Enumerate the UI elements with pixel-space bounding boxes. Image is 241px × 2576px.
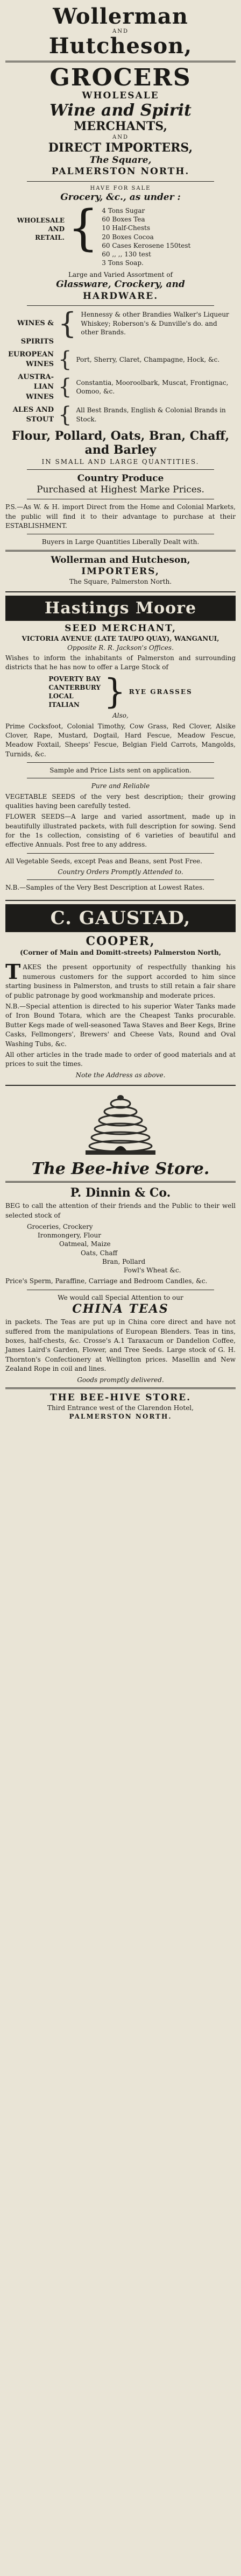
grocery-item: 60 Cases Kerosene 150test [102, 241, 191, 249]
ad1-grocery-items [102, 206, 236, 267]
ad1-trade: GROCERS [49, 64, 192, 91]
ad1-european-brace: { [58, 347, 72, 373]
ad1-small-large: IN SMALL AND LARGE QUANTITIES. [41, 457, 200, 466]
ad2-orders: Country Orders Promptly Attended to. [58, 868, 183, 876]
beehive-icon [5, 1092, 236, 1157]
stock-line: Oatmeal, Maize [59, 1240, 111, 1248]
ad1-flour: Flour, Pollard, Oats, Bran, Chaff, and Barley [11, 428, 230, 457]
ad1-rule-2 [27, 181, 214, 182]
ad4-china-teas: CHINA TEAS [72, 1301, 169, 1316]
ad2-opposite: Opposite R. R. Jackson's Offices. [67, 643, 174, 652]
ad2-also: Also, [112, 712, 129, 720]
ad1-signature-title: IMPORTERS, [81, 566, 160, 577]
stock-line: Bran, Pollard [102, 1257, 146, 1265]
ad3-intro-text: AKES the present opportunity of respectfully thanking his numerous customers for the support accorded to him since starting business in Palmerston, and trusts to still retain a fair share of public patronage by good workmanship and moderate prices. [5, 963, 236, 999]
ad4-lines [5, 1222, 236, 1275]
ad1-varied: Large and Varied Assortment of [68, 271, 173, 279]
ad2-grass-label: RYE GRASSES [129, 688, 193, 696]
ad4-signature: THE BEE-HIVE STORE. [49, 1392, 192, 1403]
ad1-and: AND [112, 28, 129, 34]
ad1-rule-3 [27, 305, 214, 306]
grocery-item: 4 Tons Sugar [102, 206, 145, 214]
ad2-all-vegetable: All Vegetable Seeds, except Peas and Beans, sent Post Free. [5, 857, 202, 865]
ad3-address: (Corner of Main and Domitt-streets) Palmerston North, [20, 949, 221, 957]
ad2-grass-table [5, 672, 236, 712]
ad4-town: PALMERSTON NORTH. [69, 1413, 172, 1421]
ad1-european-row [5, 347, 236, 373]
ad4-special: We would call Special Attention to our [58, 1293, 183, 1301]
ad4-rule-1 [5, 1181, 236, 1183]
grocery-item: 3 Tons Soap. [102, 259, 144, 267]
ad1-glassware: Glassware, Crockery, and [56, 279, 185, 290]
ad1-ales-text: All Best Brands, English & Colonial Brands in Stock. [76, 406, 226, 423]
ad1-signature-name: Wollerman and Hutcheson, [51, 554, 190, 566]
ad4-goods: Goods promptly delivered. [77, 1376, 164, 1384]
ad1-name: Wollerman [53, 4, 188, 29]
ad4-prices: Price's Sperm, Paraffine, Carriage and Bedroom Candles, &c. [5, 1277, 208, 1285]
stock-line: Fowl's Wheat &c. [124, 1266, 181, 1274]
ad1-rule-7 [5, 550, 236, 552]
ad-beehive-store [5, 1086, 236, 1426]
ad1-spirits-row [5, 337, 236, 347]
ad1-spirits-label: SPIRITS [20, 337, 54, 346]
ad1-ales-row [5, 404, 236, 426]
ad-hastings-moore [5, 592, 236, 901]
ad1-european-label: EUROPEAN WINES [8, 350, 54, 369]
grocery-item: 10 Half-Chests [102, 224, 151, 232]
ad1-ales-label: ALES AND STOUT [12, 405, 54, 424]
ad1-the-square: The Square, [89, 155, 152, 166]
ad4-store: The Bee-hive Store. [31, 1159, 210, 1178]
ad1-signature-address: The Square, Palmerston North. [69, 578, 172, 586]
ad2-grass-lines [48, 675, 101, 710]
ad3-all-articles: All other articles in the trade made to order of good materials and at prices to suit the times. [5, 1050, 236, 1068]
ad1-rule [5, 61, 236, 62]
ad1-have-for-sale: HAVE FOR SALE [90, 185, 151, 191]
ad3-intro [5, 960, 236, 1000]
stock-line: Oats, Chaff [81, 1249, 118, 1257]
ad2-nb: N.B.—Samples of the Very Best Description at Lowest Rates. [5, 884, 204, 892]
ad1-town: PALMERSTON NORTH. [51, 166, 190, 177]
ad1-european-text: Port, Sherry, Claret, Champagne, Hock, &c. [76, 355, 220, 363]
ad1-australian-row [5, 373, 236, 402]
ad1-wines-row [5, 306, 236, 340]
ad1-merchants: MERCHANTS, [73, 119, 167, 134]
ad4-name: P. Dinnin & Co. [70, 1185, 171, 1200]
ad1-ales-brace: { [58, 402, 72, 427]
grass-line: ITALIAN [48, 701, 80, 709]
ad1-country-produce: Country Produce [77, 473, 164, 484]
ad1-importers: DIRECT IMPORTERS, [48, 140, 193, 155]
ad2-trade: SEED MERCHANT, [65, 623, 176, 634]
ad1-wholesale-label: WHOLESALE [17, 216, 65, 224]
ad1-wine: Wine and Spirit [49, 101, 192, 120]
ad-gaustad [5, 901, 236, 1086]
ad1-australian-text: Constantia, Mooroolbark, Muscat, Frontignac, Oomoo, &c. [76, 378, 229, 396]
ad2-rule-3 [27, 853, 214, 854]
ad3-note: Note the Address as above. [75, 1071, 166, 1079]
stock-line: Ironmongery, Flour [38, 1232, 101, 1240]
ad1-hardware: HARDWARE. [82, 290, 159, 302]
ad4-rule-3 [5, 1387, 236, 1389]
grocery-item: 20 Boxes Cocoa [102, 233, 154, 241]
ad2-vegetable: VEGETABLE SEEDS of the very best description; their growing qualities having been carefully tested. [5, 792, 236, 810]
ad1-wines-brace: { [58, 306, 77, 340]
grass-line: LOCAL [48, 692, 74, 700]
ad1-wines-text: Hennessy & other Brandies Walker's Liqueur Whiskey; Roberson's & Dunville's do. and other Brands. [81, 310, 229, 337]
ad1-grocery: Grocery, &c., as under : [60, 191, 181, 203]
ad2-rule-4 [27, 879, 214, 880]
ad1-wholesale: WHOLESALE [82, 90, 159, 102]
grocery-item: 60 Boxes Tea [102, 216, 145, 224]
grocery-item: 60 ,, ,, 130 test [102, 250, 151, 258]
ad2-address: VICTORIA AVENUE (LATE TAUPO QUAY), WANGANUI, [22, 635, 219, 643]
ad2-name: Hastings Moore [5, 596, 236, 621]
ad1-and2: AND [112, 134, 129, 140]
ad4-third-entrance: Third Entrance west of the Clarendon Hotel, [47, 1404, 194, 1412]
ad3-trade: COOPER, [86, 934, 155, 948]
ad1-australian-label: AUSTRA-LIAN WINES [18, 373, 54, 401]
ad1-buyers: Buyers in Large Quantities Liberally Dealt with. [41, 538, 200, 546]
ad1-retail-label: RETAIL. [35, 234, 65, 242]
ad1-grocery-labels [5, 206, 65, 242]
ad2-seeds: Prime Cocksfoot, Colonial Timothy, Cow Grass, Red Clover, Alsike Clover, Rape, Mustard, Dogtail, Hard Fescue, Meadow Fescue, Meadow Foxtail, Sheeps' Fescue, Belgian Field Carrots, Mangolds, Turnids, &c. [5, 722, 236, 758]
ad1-australian-brace: { [58, 375, 72, 400]
ad-wollerman-hutcheson [5, 2, 236, 592]
ad1-ps: P.S.—As W. & H. import Direct from the Home and Colonial Markets, the public will find it to their advantage to purchase at their ESTABLISHMENT. [5, 503, 236, 529]
grass-line: POVERTY BAY [48, 675, 101, 683]
stock-line: Groceries, Crockery [27, 1223, 93, 1231]
ad1-purchased: Purchased at Highest Marke Prices. [37, 484, 204, 495]
ad1-grocery-table [5, 199, 236, 267]
ad1-and-label: AND [48, 225, 65, 233]
ad3-nb: N.B.—Special attention is directed to his superior Water Tanks made of Iron Bound Totara, which are the Cheapest Tanks procurable. Butter Kegs made of well-seasoned Tawa Staves and Beer Kegs, Brine Casks, Fellmongers', Brewers' and Cheese Vats, Round and Oval Washing Tubs, &c. [5, 1002, 236, 1048]
ad3-dropcap: T [5, 960, 21, 984]
ad3-name: C. GAUSTAD, [5, 904, 236, 932]
ad2-rule-1 [27, 762, 214, 763]
ad2-grass-brace: } [104, 672, 126, 712]
ad2-intro: Wishes to inform the inhabitants of Palmerston and surrounding districts that he has now to offer a Large Stock of [5, 654, 236, 671]
ad1-grocery-brace: { [68, 199, 99, 256]
ad2-flower: FLOWER SEEDS—A large and varied assortment, made up in beautifully illustrated packets, with full description for sowing. Send for the 1s collection, consisting of 6 varieties of beautiful and effective Annuals. Post free to any address. [5, 813, 236, 849]
ad2-pure: Pure and Reliable [91, 782, 150, 790]
ad1-rule-4 [27, 469, 214, 470]
ad4-intro: BEG to call the attention of their friends and the Public to their well selected stock of [5, 1202, 236, 1219]
ad2-samples: Sample and Price Lists sent on application. [49, 767, 192, 775]
ad1-wines-label: WINES & [17, 319, 54, 327]
ad4-tea-text: in packets. The Teas are put up in China core direct and have not suffered from the manipulations of European Blenders. Teas in tins, boxes, half-chests, &c. Crosse's A.1 Taraxacum or Dandelion Coffee, James Laird's Garden, Flower, and Tree Seeds. Large stock of G. H. Thornton's Confectionery at Wellington prices. Masellin and New Zealand Rope in coil and lines. [5, 1318, 236, 1373]
grass-line: CANTERBURY [48, 683, 101, 691]
ad1-name2: Hutcheson, [48, 33, 193, 59]
